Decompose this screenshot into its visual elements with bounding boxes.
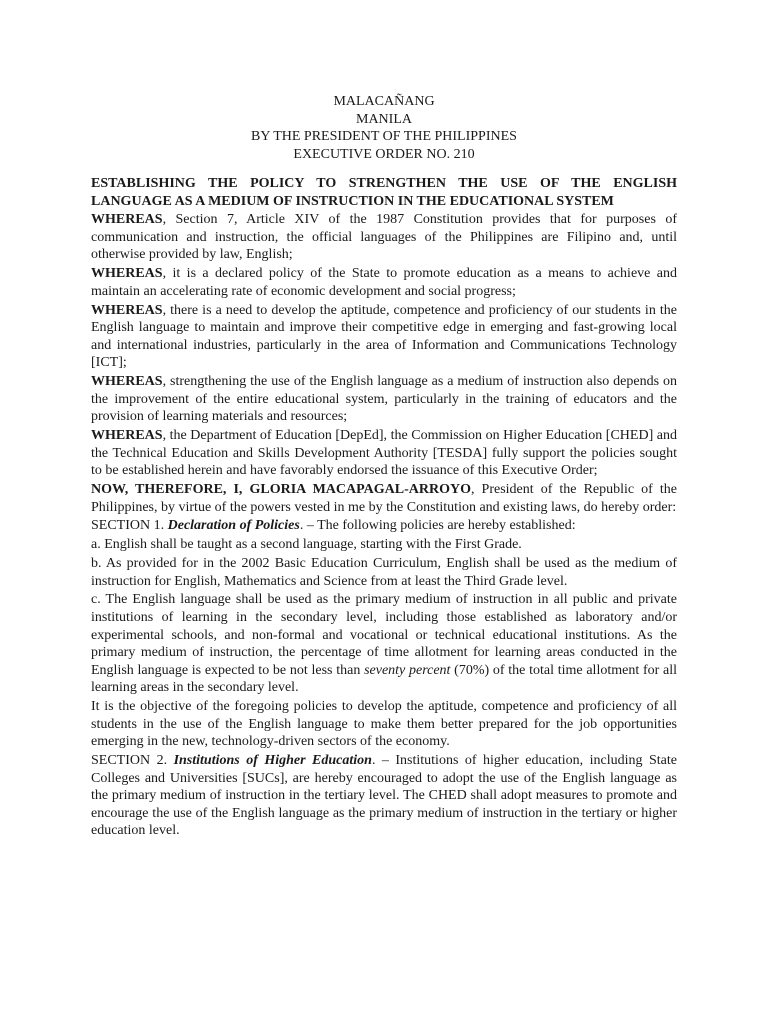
whereas-clause-3	[91, 302, 677, 372]
header-malacanang: MALACAÑANG	[333, 94, 435, 109]
policy-item-c	[91, 591, 677, 697]
now-therefore-keyword: NOW, THEREFORE, I, GLORIA MACAPAGAL-ARROYO	[91, 482, 471, 498]
section-2-heading: Institutions of Higher Education	[173, 753, 372, 769]
whereas-keyword: WHEREAS	[91, 374, 163, 390]
whereas-text: , it is a declared policy of the State to promote education as a means to achieve and maintain an accelerating rate of economic development and social progress;	[91, 266, 677, 299]
document-body	[91, 175, 677, 841]
section-1-label: SECTION 1.	[91, 518, 168, 534]
policy-item-c-emphasis: seventy percent	[364, 662, 451, 678]
policy-item-a: a. English shall be taught as a second language, starting with the First Grade.	[91, 537, 522, 553]
whereas-keyword: WHEREAS	[91, 302, 163, 318]
header-president: BY THE PRESIDENT OF THE PHILIPPINES	[251, 129, 517, 145]
header-executive-order: EXECUTIVE ORDER NO. 210	[293, 146, 475, 162]
now-therefore-text: , President of the Republic of the Philippines, by virtue of the powers vested in me by the Constitution and existing laws, do hereby order:	[91, 482, 678, 515]
policy-item-c-text-end: (70%) of the total time allotment for all learning areas in the secondary level.	[91, 662, 677, 696]
whereas-keyword: WHEREAS	[91, 212, 163, 228]
section-2-label: SECTION 2.	[91, 753, 174, 769]
whereas-keyword: WHEREAS	[91, 266, 163, 282]
whereas-clause-2	[91, 265, 677, 300]
document-header	[0, 93, 768, 163]
whereas-clause-4	[91, 373, 677, 426]
policy-item-c-text: c. The English language shall be used as the primary medium of instruction in all public and private institutions of learning in the secondary level, including those established as laboratory and/or experimental schools, and non-formal and vocational or technical educational institutions. As the primary medium of instruction, the percentage of time allotment for learning areas conducted in the English language is expected to be not less than	[91, 592, 677, 678]
section-1-text: . – The following policies are hereby established:	[299, 518, 576, 534]
section-2-text: . – Institutions of higher education, including State Colleges and Universities [SUCs], are hereby encouraged to adopt the use of the English language as the primary medium of instruction in the tertiary level. The CHED shall adopt measures to promote and encourage the use of the English language as the primary medium of instruction in the tertiary or higher education level.	[91, 753, 677, 839]
whereas-keyword: WHEREAS	[91, 428, 163, 444]
whereas-clause-1	[91, 211, 677, 264]
whereas-clause-5	[91, 427, 677, 480]
section-1	[91, 517, 677, 535]
section-2	[91, 752, 677, 840]
now-therefore-clause	[91, 481, 677, 516]
document-title: ESTABLISHING THE POLICY TO STRENGTHEN THE USE OF THE ENGLISH LANGUAGE AS A MEDIUM OF INSTRUCTION IN THE EDUCATIONAL SYSTEM	[91, 176, 677, 209]
section-1-heading: Declaration of Policies	[167, 518, 300, 534]
whereas-text: , Section 7, Article XIV of the 1987 Constitution provides that for purposes of communication and instruction, the official languages of the Philippines are Filipino and, until otherwise provided by law, English;	[91, 212, 677, 263]
whereas-text: , strengthening the use of the English language as a medium of instruction also depends on the improvement of the entire educational system, particularly in the training of educators and the provision of learning materials and resources;	[91, 374, 677, 425]
whereas-text: , the Department of Education [DepEd], the Commission on Higher Education [CHED] and the Technical Education and Skills Development Authority [TESDA] fully support the policies sought to be established herein and have favorably endorsed the issuance of this Executive Order;	[91, 428, 677, 479]
policy-item-b: b. As provided for in the 2002 Basic Education Curriculum, English shall be used as the medium of instruction for English, Mathematics and Science from at least the Third Grade level.	[91, 555, 677, 589]
whereas-text: , there is a need to develop the aptitude, competence and proficiency of our students in the English language to maintain and improve their competitive edge in emerging and fast-growing local and international industries, particularly in the area of Information and Communications Technology [ICT];	[91, 302, 677, 371]
objective-paragraph: It is the objective of the foregoing policies to develop the aptitude, competence and proficiency of all students in the use of the English language to make them better prepared for the job opportunities emerging in the new, technology-driven sectors of the economy.	[91, 699, 677, 750]
header-manila: MANILA	[356, 111, 412, 127]
